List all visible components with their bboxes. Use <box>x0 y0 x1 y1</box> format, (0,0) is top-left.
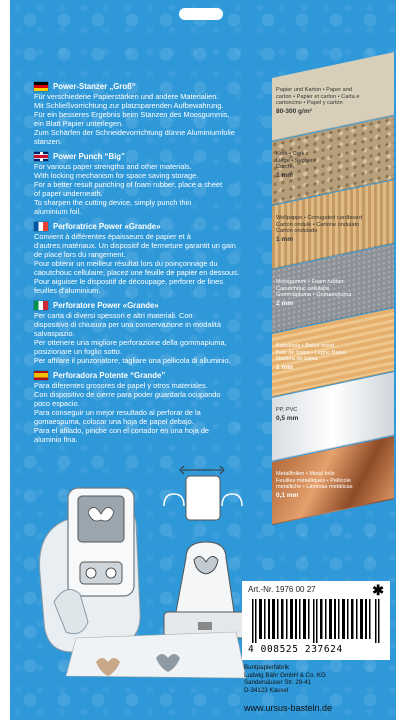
barcode <box>250 599 382 643</box>
flag-fr-icon <box>34 222 48 231</box>
section-body: Für verschiedene Papierstärken und andere Materialien. Mit Schließvorrichtung zur platzsparenden Aufbewahrung. Für ein besseres Ergebnis beim Stanzen des Moosgummis, ein Blatt Papier unterlegen. Zum Schärfen der Schneidevorrichtung dünne Aluminiumfolie stanzen. <box>34 92 235 146</box>
material-label: Metallfolien • Metal foils Feuilles métalliques • Pellicole metalliche • Láminas metálicas <box>276 471 353 491</box>
material-label: Papier und Karton • Paper and carton • Papier et carton • Carta e cartoncino • Papel y cartón <box>276 87 360 107</box>
hang-hole <box>179 8 223 20</box>
material-size: 0,5 mm <box>276 414 299 422</box>
flag-uk-icon <box>34 152 48 161</box>
flag-es-icon <box>34 371 48 380</box>
material-size: 1 mm <box>276 363 293 371</box>
section-body: Per carta di diversi spessori e altri materiali. Con dispositivo di chiusura per una conservazione in modalità salvaspazio. Per ottenere una migliore perforazione della gommapiuma, posizionare un foglio sotto. Per affilare il punzonatore, tagliare una pellicola di alluminio. <box>34 311 231 365</box>
flag-de-icon <box>34 82 48 91</box>
section-body: For various paper strengths and other materials. With locking mechanism for space saving storage. For a better result punching of foam rubber, place a sheet of paper underneath. To sharpen the cutting device, simply punch thin aluminium foil. <box>34 162 223 216</box>
material-label: Kork • Cork Liège • Sughero Corcho <box>276 151 316 171</box>
section-title: Power-Stanzer „Groß“ <box>53 82 136 91</box>
section-fr <box>34 222 270 295</box>
section-body: Convient à différentes épaisseurs de papier et à d'autres matériaux. Un dispositif de fermeture garantit un gain de place lors du rangement. Pour obtenir un meilleur résultat lors du poinçonnage du caoutchouc cellulaire, placez une feuille de papier en dessous. Pour aiguiser le dispositif de découpage, perforer de fines feuilles d'aluminium. <box>34 232 240 295</box>
material-size: 1 mm <box>276 171 293 179</box>
packaging-card <box>10 0 396 720</box>
section-uk <box>34 152 270 216</box>
material-label: PP, PVC <box>276 407 298 414</box>
instructions-column <box>34 82 270 450</box>
article-number: Art.-Nr. 1976 00 27 <box>248 585 316 594</box>
section-title: Power Punch “Big” <box>53 152 125 161</box>
asterisk-icon: ✱ <box>372 582 384 598</box>
section-it <box>34 301 270 365</box>
website-link[interactable]: www.ursus-basteln.de <box>244 703 333 713</box>
flag-it-icon <box>34 301 48 310</box>
punch-illustration <box>36 462 246 682</box>
material-size: 2 mm <box>276 299 293 307</box>
materials-strip <box>272 50 392 499</box>
section-title: Perforatrice Power «Grande» <box>53 222 161 231</box>
section-body: Para diferentes grosores de papel y otros materiales. Con dispositivo de cierre para poder guardarla ocupando poco espacio. Para conseguir un mejor resultado al perforar de la gomaespuma, colocar una hoja de papel debajo. Para el afilado, pinche con el cortador en una hoja de aluminio fina. <box>34 381 221 444</box>
material-label: Wellpappe • Corrugated cardboard Carton ondulé • Cartone ondulato Cartón ondulado <box>276 215 363 235</box>
section-es <box>34 371 270 444</box>
section-title: Perforadora Potente “Grande” <box>53 371 166 380</box>
section-de <box>34 82 270 146</box>
manufacturer-address: Buntpapierfabrik Ludwig Bähr GmbH & Co. KG Sandersäuser Str. 29-41 D-34123 Kassel <box>244 664 326 694</box>
material-label: Moosgummi • Foam rubber Caoutchouc cellulaire Gommapiuma • Gomaespuma <box>276 279 352 299</box>
material-size: 1 mm <box>276 235 293 243</box>
material-label: Balsaholz • Balsa wood Bois de balsa • Legno Balsa Madera de balsa <box>276 343 346 363</box>
barcode-label <box>242 581 390 660</box>
ean-number: 4 008525 237624 <box>248 644 343 655</box>
material-size: 80-300 g/m² <box>276 107 312 115</box>
section-title: Perforatore Power «Grande» <box>53 301 159 310</box>
material-size: 0,1 mm <box>276 491 299 499</box>
